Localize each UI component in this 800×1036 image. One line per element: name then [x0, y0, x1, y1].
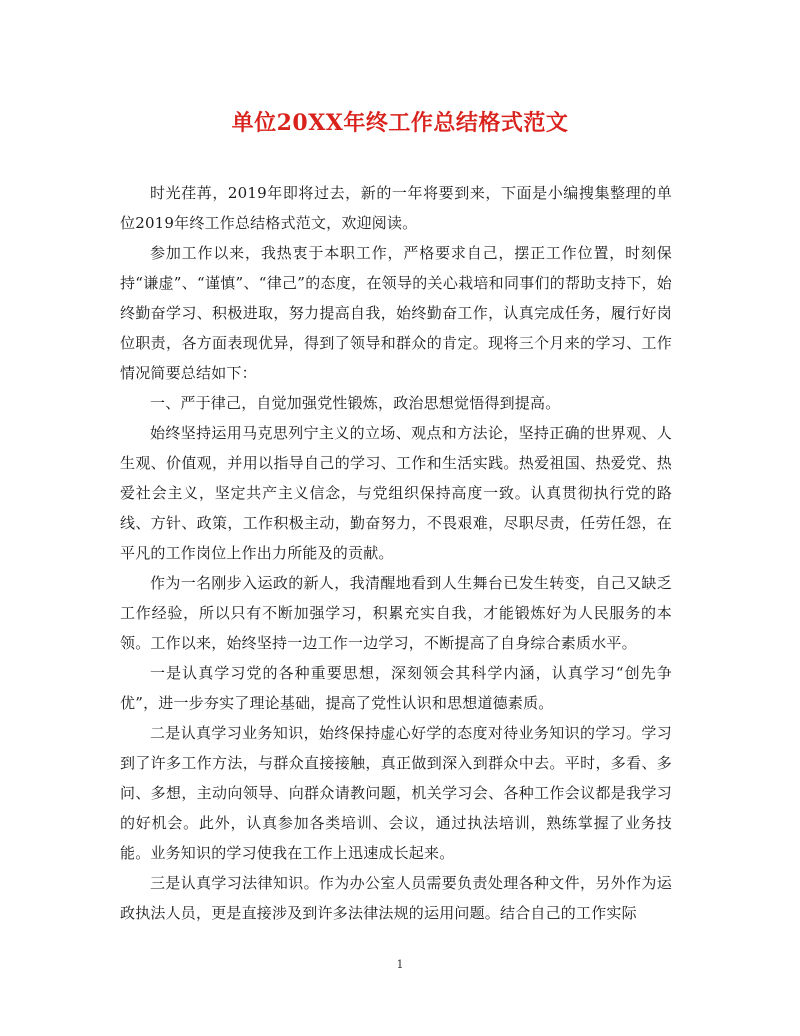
- document-body: [120, 178, 672, 928]
- paragraph-intro: 时光荏苒，2019年即将过去，新的一年将要到来，下面是小编搜集整理的单位2019年终工作总结格式范文，欢迎阅读。: [120, 184, 672, 232]
- paragraph-point-two: 二是认真学习业务知识，始终保持虚心好学的态度对待业务知识的学习。学习到了许多工作方法，与群众直接接触，真正做到深入到群众中去。平时，多看、多问、多想，主动向领导、向群众请教问题，机关学习会、各种工作会议都是我学习的好机会。此外，认真参加各类培训、会议，通过执法培训，熟练掌握了业务技能。业务知识的学习使我在工作上迅速成长起来。: [120, 724, 672, 862]
- paragraph-overview: 参加工作以来，我热衷于本职工作，严格要求自己，摆正工作位置，时刻保持“谦虚”、“谨慎”、“律己”的态度，在领导的关心栽培和同事们的帮助支持下，始终勤奋学习、积极进取，努力提高自我，始终勤奋工作，认真完成任务，履行好岗位职责，各方面表现优异，得到了领导和群众的肯定。现将三个月来的学习、工作情况简要总结如下：: [120, 244, 672, 382]
- paragraph-ideology: 始终坚持运用马克思列宁主义的立场、观点和方法论，坚持正确的世界观、人生观、价值观，并用以指导自己的学习、工作和生活实践。热爱祖国、热爱党、热爱社会主义，坚定共产主义信念，与党组织保持高度一致。认真贯彻执行党的路线、方针、政策，工作积极主动，勤奋努力，不畏艰难，尽职尽责，任劳任怨，在平凡的工作岗位上作出力所能及的贡献。: [120, 424, 672, 562]
- page-number: 1: [396, 958, 404, 971]
- paragraph-newcomer: 作为一名刚步入运政的新人，我清醒地看到人生舞台已发生转变，自己又缺乏工作经验，所以只有不断加强学习，积累充实自我，才能锻炼好为人民服务的本领。工作以来，始终坚持一边工作一边学习，不断提高了自身综合素质水平。: [120, 574, 672, 652]
- paragraph-point-three: 三是认真学习法律知识。作为办公室人员需要负责处理各种文件，另外作为运政执法人员，更是直接涉及到许多法律法规的运用问题。结合自己的工作实际: [120, 874, 672, 922]
- document-title: 单位20XX年终工作总结格式范文: [231, 110, 569, 136]
- paragraph-section-heading: 一、严于律己，自觉加强党性锻炼，政治思想觉悟得到提高。: [150, 394, 561, 412]
- paragraph-point-one: 一是认真学习党的各种重要思想，深刻领会其科学内涵，认真学习“创先争优”，进一步夯实了理论基础，提高了党性认识和思想道德素质。: [120, 664, 672, 712]
